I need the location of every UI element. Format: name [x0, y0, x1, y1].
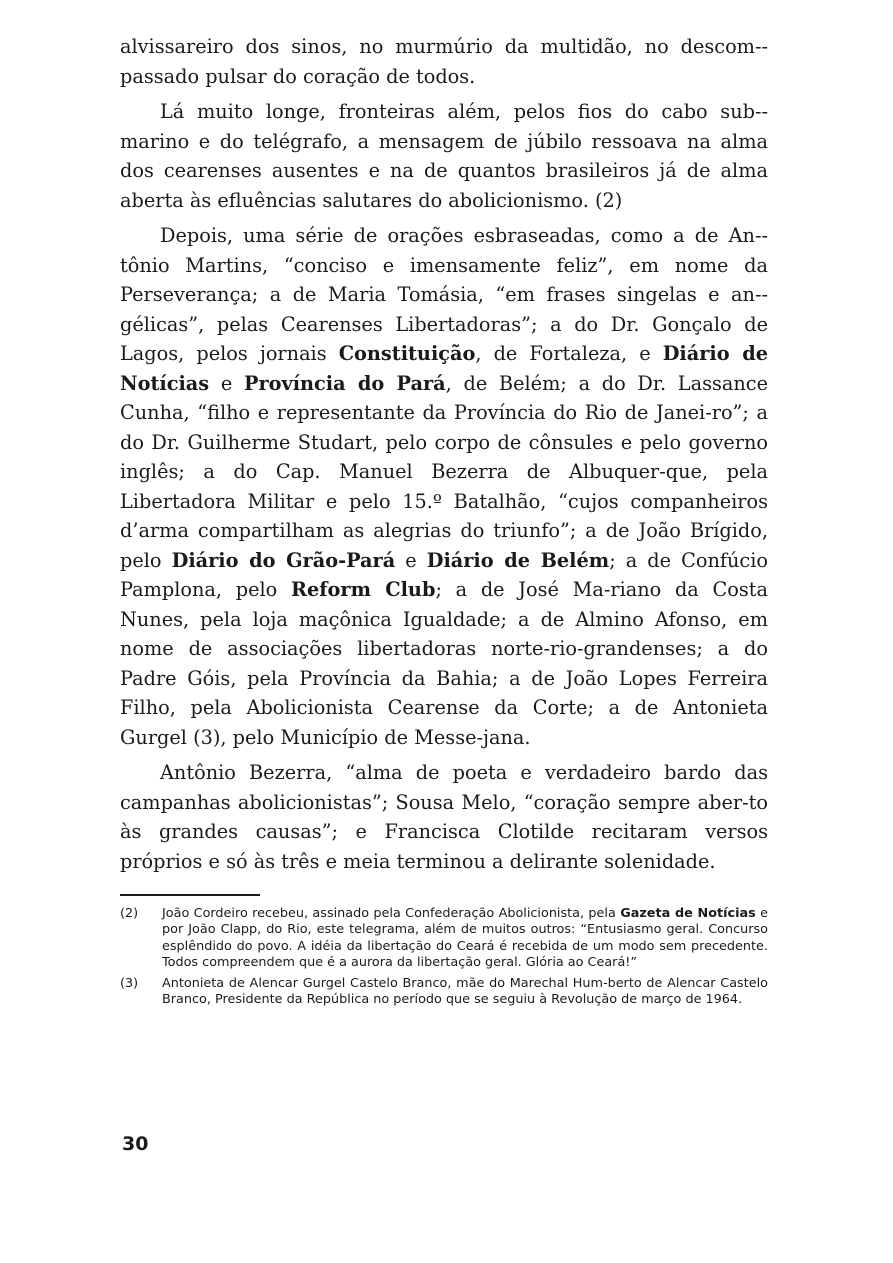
bold-title-text: Constituição	[338, 342, 476, 365]
footnote-text	[162, 976, 768, 1009]
text-run: e	[209, 371, 244, 395]
footnote	[120, 906, 768, 972]
paragraph	[120, 758, 768, 876]
bold-title-text: Reform Club	[290, 578, 436, 601]
bold-title-text: Gazeta de Notícias	[620, 906, 756, 921]
page-body	[120, 32, 768, 1012]
text-run: e	[395, 548, 427, 572]
text-run: Antonieta de Alencar Gurgel Castelo Branco, mãe do Marechal Hum-berto de Alencar Castelo Branco, Presidente da República no período que se seguiu à Revolução de março de 1964.	[162, 975, 768, 1008]
text-run: alvissareiro dos sinos, no murmúrio da multidão, no descom-passado pulsar do coração de todos.	[120, 35, 768, 88]
paragraph	[120, 221, 768, 752]
footnote-text	[162, 906, 768, 972]
bold-title-text: Diário do Grão-Pará	[171, 548, 396, 572]
text-run: , de Fortaleza, e	[475, 342, 663, 365]
text-run: Antônio Bezerra, “alma de poeta e verdadeiro bardo das campanhas abolicionistas”; Sousa Melo, “coração sempre aber-to às grandes causas”; e Francisca Clotilde recitaram versos próprios e só às três e meia terminou a delirante solenidade.	[120, 761, 768, 873]
bold-title-text: Diário de Notícias	[120, 342, 768, 395]
page-number: 30	[122, 1133, 149, 1155]
footnote	[120, 976, 768, 1009]
text-run: João Cordeiro recebeu, assinado pela Confederação Abolicionista, pela	[162, 906, 621, 921]
text-run: , de Belém; a do Dr. Lassance Cunha, “filho e representante da Província do Rio de Janei-ro”; a do Dr. Guilherme Studart, pelo corpo de cônsules e pelo governo inglês; a do Cap. Manuel Bezerra de Albuquer-que, pela Libertadora Militar e pelo 15.º Batalhão, “cujos companheiros d’arma compartilham as alegrias do triunfo”; a de João Brígido, pelo	[120, 371, 769, 572]
footnote-mark: (3)	[120, 975, 139, 991]
footnote-divider	[120, 894, 260, 896]
paragraph	[120, 97, 768, 215]
bold-title-text: Diário de Belém	[426, 548, 610, 572]
text-run: ; a de Confúcio Pamplona, pelo	[120, 548, 768, 601]
text-run: Depois, uma série de orações esbraseadas, como a de An-tônio Martins, “conciso e imensamente feliz”, em nome da Perseverança; a de Maria Tomásia, “em frases singelas e an-gélicas”, pelas Cearenses Libertadoras”; a do Dr. Gonçalo de Lagos, pelos jornais	[120, 224, 768, 365]
footnote-mark: (2)	[120, 906, 139, 921]
text-run: ; a de José Ma-riano da Costa Nunes, pela loja maçônica Igualdade; a de Almino Afonso, em nome de associações libertadoras norte-rio-grandenses; a do Padre Góis, pela Província da Bahia; a de João Lopes Ferreira Filho, pela Abolicionista Cearense da Corte; a de Antonieta Gurgel (3), pelo Município de Messe-jana.	[120, 578, 768, 749]
bold-title-text: Província do Pará	[243, 371, 446, 395]
text-run: Lá muito longe, fronteiras além, pelos fios do cabo sub-marino e do telégrafo, a mensagem de júbilo ressoava na alma dos cearenses ausentes e na de quantos brasileiros já de alma aberta às efluências salutares do abolicionismo. (2)	[120, 100, 768, 212]
text-run: e por João Clapp, do Rio, este telegrama, além de muitos outros: “Entusiasmo geral. Concurso esplêndido do povo. A idéia da libertação do Ceará é recebida de um modo sem precedente. Todos compreendem que é a aurora da libertação geral. Glória ao Ceará!”	[162, 906, 768, 971]
paragraph	[120, 32, 768, 91]
